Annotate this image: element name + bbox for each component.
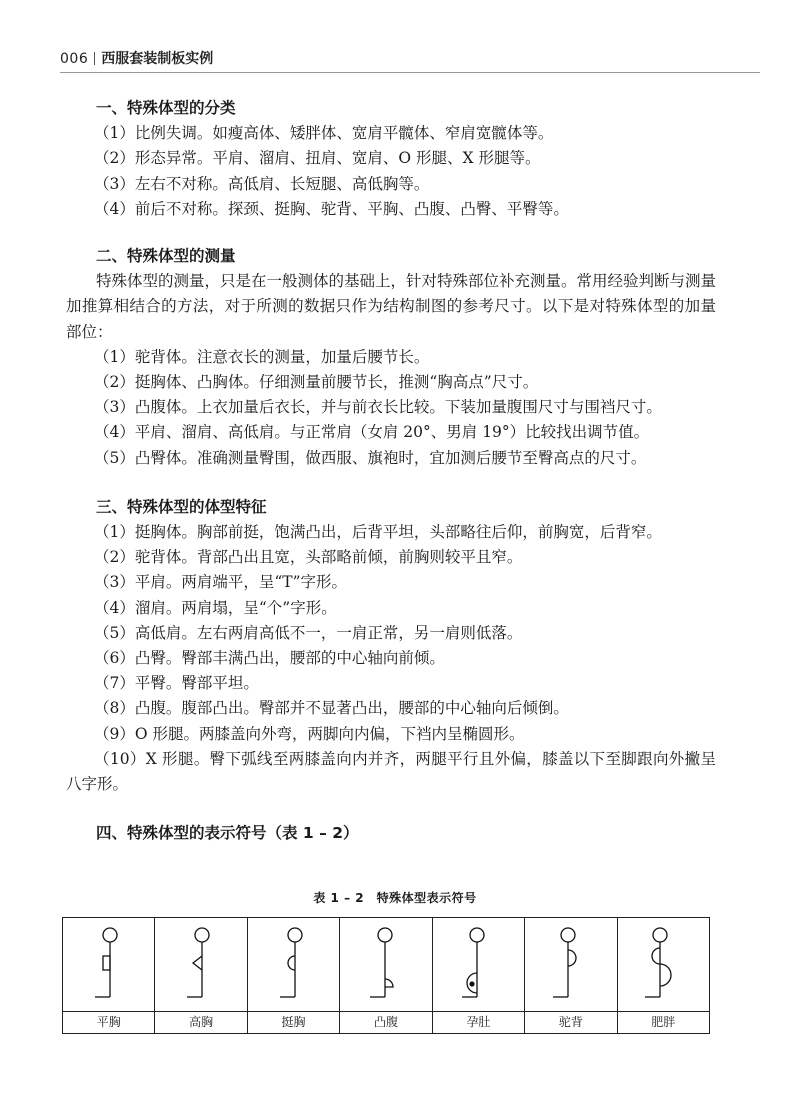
symbol-label: 高胸	[155, 1012, 247, 1034]
symbol-label: 平胸	[63, 1012, 155, 1034]
page-header	[60, 50, 760, 68]
header-divider	[94, 52, 95, 65]
section-heading-2: 二、特殊体型的测量	[96, 247, 236, 266]
list-item: （3）平肩。两肩端平，呈“T”字形。	[94, 573, 348, 592]
symbol-row	[63, 918, 710, 1012]
list-item: （5）高低肩。左右两肩高低不一，一肩正常，另一肩则低落。	[94, 623, 523, 642]
label-row	[63, 1012, 710, 1034]
symbol-label: 挺胸	[247, 1012, 339, 1034]
symbol-table	[62, 917, 710, 1034]
list-item: （3）凸腹体。上衣加量后衣长，并与前衣长比较。下装加量腹围尺寸与围裆尺寸。	[94, 398, 662, 417]
protruding-chest-icon	[274, 923, 314, 1007]
list-item: （8）凸腹。腹部凸出。臀部并不显著凸出，腰部的中心轴向后倾倒。	[94, 699, 569, 718]
symbol-label: 孕肚	[432, 1012, 524, 1034]
page-number: 006	[60, 51, 89, 67]
symbol-cell	[340, 918, 432, 1012]
pregnant-belly-icon	[458, 923, 498, 1007]
spacer	[66, 797, 716, 821]
list-item: （4）平肩、溜肩、高低肩。与正常肩（女肩 20°、男肩 19°）比较找出调节值。	[94, 423, 650, 442]
section-heading-4: 四、特殊体型的表示符号（表 1 – 2）	[96, 824, 359, 843]
symbol-cell	[155, 918, 247, 1012]
list-item: （3）左右不对称。高低肩、长短腿、高低胸等。	[94, 174, 430, 193]
symbol-cell	[432, 918, 524, 1012]
hunchback-icon	[551, 923, 591, 1007]
flat-chest-icon	[89, 923, 129, 1007]
spacer	[66, 471, 716, 495]
protruding-abdomen-icon	[366, 923, 406, 1007]
table-caption: 表 1 – 2 特殊体型表示符号	[313, 891, 477, 905]
section-intro: 特殊体型的测量，只是在一般测体的基础上，针对特殊部位补充测量。常用经验判断与测量加推算相结合的方法，对于所测的数据只作为结构制图的参考尺寸。以下是对特殊体型的加量部位：	[66, 272, 717, 341]
high-chest-icon	[181, 923, 221, 1007]
list-item: （2）挺胸体、凸胸体。仔细测量前腰节长，推测“胸高点”尺寸。	[94, 373, 539, 392]
spacer	[66, 222, 716, 244]
list-item: （2）驼背体。背部凸出且宽，头部略前倾，前胸则较平且窄。	[94, 548, 523, 567]
list-item: （9）O 形腿。两膝盖向外弯，两脚向内偏，下裆内呈椭圆形。	[94, 724, 525, 743]
symbol-cell	[247, 918, 339, 1012]
list-item: （1）比例失调。如瘦高体、矮胖体、宽肩平髋体、窄肩宽髋体等。	[94, 124, 554, 143]
symbol-cell	[63, 918, 155, 1012]
book-title: 西服套装制板实例	[101, 51, 214, 67]
symbol-cell	[525, 918, 617, 1012]
symbol-label: 凸腹	[340, 1012, 432, 1034]
list-item: （6）凸臀。臀部丰满凸出，腰部的中心轴向前倾。	[94, 649, 445, 668]
symbol-cell	[617, 918, 709, 1012]
list-item: （7）平臀。臀部平坦。	[94, 674, 259, 693]
list-item: （5）凸臀体。准确测量臀围，做西服、旗袍时，宜加测后腰节至臀高点的尺寸。	[94, 448, 647, 467]
header-rule	[60, 72, 760, 73]
list-item: （2）形态异常。平肩、溜肩、扭肩、宽肩、O 形腿、X 形腿等。	[94, 149, 541, 168]
obese-icon	[643, 923, 683, 1007]
list-item: （10）X 形腿。臀下弧线至两膝盖向内并齐，两腿平行且外偏，膝盖以下至脚跟向外撇呈八字形。	[66, 749, 716, 794]
section-heading-1: 一、特殊体型的分类	[96, 99, 236, 117]
symbol-label: 肥胖	[617, 1012, 709, 1034]
list-item: （1）挺胸体。胸部前挺，饱满凸出，后背平坦，头部略往后仰，前胸宽，后背窄。	[94, 523, 662, 542]
section-heading-3: 三、特殊体型的体型特征	[96, 497, 267, 516]
list-item: （1）驼背体。注意衣长的测量，加量后腰节长。	[94, 347, 430, 366]
page-body	[66, 96, 716, 846]
list-item: （4）前后不对称。探颈、挺胸、驼背、平胸、凸腹、凸臀、平臀等。	[94, 199, 569, 218]
symbol-label: 驼背	[525, 1012, 617, 1034]
list-item: （4）溜肩。两肩塌，呈“个”字形。	[94, 598, 337, 617]
